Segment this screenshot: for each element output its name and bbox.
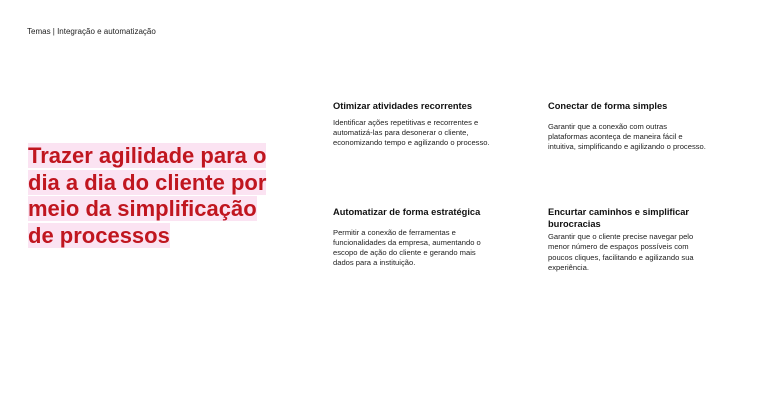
feature-card-title: Automatizar de forma estratégica [333,207,481,217]
headline-text: Trazer agilidade para o dia a dia do cliente por meio da simplificação de processos [28,143,267,248]
feature-card-title: Conectar de forma simples [548,101,668,111]
page-headline [28,143,278,249]
feature-card-automatizar [333,207,493,269]
feature-card-title: Encurtar caminhos e simplificar burocracias [548,207,690,229]
feature-card-body: Garantir que o cliente precise navegar pelo menor número de espaços possíveis com poucos cliques, facilitando e agilizando sua experiência. [548,232,694,272]
feature-card-otimizar [333,101,493,148]
feature-card-body: Permitir a conexão de ferramentas e funcionalidades da empresa, aumentando o escopo de ação do cliente e gerando mais dados para a instituição. [333,227,481,268]
feature-card-body: Garantir que a conexão com outras plataformas aconteça de maneira fácil e intuitiva, simplificando e agilizando o processo. [548,121,706,152]
breadcrumb: Temas | Integração e automatização [27,27,156,36]
feature-card-encurtar [548,207,708,273]
feature-card-body: Identificar ações repetitivas e recorrentes e automatizá-las para desonerar o cliente, economizando tempo e agilizando o processo. [333,117,490,148]
feature-card-conectar [548,101,708,152]
feature-card-title: Otimizar atividades recorrentes [333,101,472,111]
